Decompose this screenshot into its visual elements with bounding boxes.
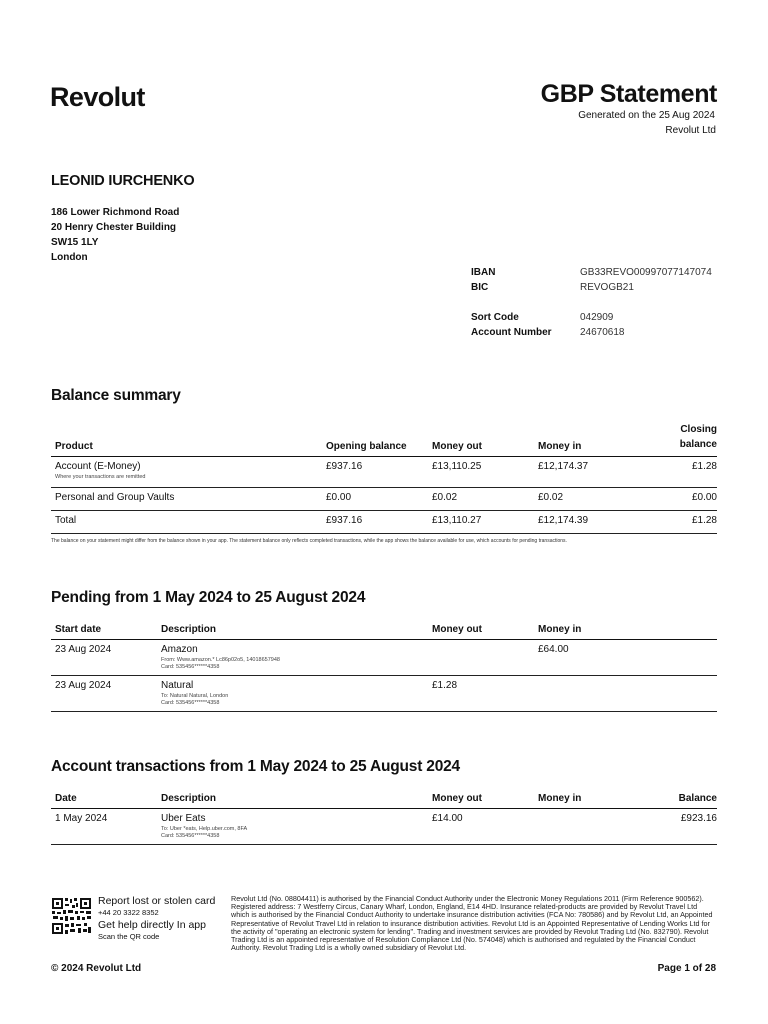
closing-header-line: balance (679, 439, 717, 450)
column-header: Start date (51, 624, 157, 640)
product-cell: Total (51, 511, 322, 534)
pending-table (51, 624, 717, 712)
sort-code-row (471, 310, 712, 325)
card-detail: Card: 535456******4358 (161, 663, 220, 670)
table-row (51, 640, 717, 676)
money-in-cell (534, 676, 717, 712)
transaction-detail: To: Natural Natural, London (161, 693, 229, 699)
column-header: Money in (534, 422, 640, 457)
statement-title: GBP Statement (540, 80, 717, 108)
generated-date: Generated on the 25 Aug 2024 (578, 110, 715, 121)
product-cell (51, 457, 322, 488)
column-header: Description (157, 624, 428, 640)
account-number-row (471, 325, 712, 340)
product-name: Account (E-Money) (55, 461, 141, 472)
date-cell: 23 Aug 2024 (51, 676, 157, 712)
date-cell: 1 May 2024 (51, 809, 157, 845)
column-header: Product (51, 422, 322, 457)
merchant-name: Natural (161, 680, 194, 691)
card-detail: Card: 535456******4358 (161, 832, 220, 839)
column-header: Description (157, 793, 428, 809)
money-out-cell: £14.00 (428, 809, 534, 845)
column-header: Money out (428, 624, 534, 640)
column-header: Money in (534, 793, 640, 809)
balance-cell: £923.16 (640, 809, 717, 845)
table-row (51, 488, 717, 511)
opening-cell: £937.16 (322, 457, 428, 488)
account-details (471, 265, 712, 340)
money-in-cell: £12,174.39 (534, 511, 640, 534)
table-row (51, 457, 717, 488)
money-out-cell: £13,110.27 (428, 511, 534, 534)
table-row (51, 809, 717, 845)
account-number-label: Account Number (471, 327, 552, 338)
table-row (51, 511, 717, 534)
column-header: Money out (428, 422, 534, 457)
merchant-name: Uber Eats (161, 813, 206, 824)
balance-summary-table (51, 422, 717, 534)
column-header (640, 422, 717, 457)
iban-label: IBAN (471, 267, 496, 278)
balance-summary-title: Balance summary (51, 387, 181, 404)
card-detail: Card: 535456******4358 (161, 699, 220, 706)
account-holder-name: LEONID IURCHENKO (51, 173, 195, 189)
column-header: Opening balance (322, 422, 428, 457)
address-line: London (51, 252, 88, 263)
qr-code-icon (51, 897, 92, 935)
product-subtitle: Where your transactions are remitted (55, 474, 146, 480)
address-line: 186 Lower Richmond Road (51, 207, 180, 218)
money-out-cell: £13,110.25 (428, 457, 534, 488)
closing-header-line: Closing (680, 424, 717, 435)
table-header-row (51, 422, 717, 457)
column-header: Money out (428, 793, 534, 809)
column-header: Balance (640, 793, 717, 809)
money-out-cell: £1.28 (428, 676, 534, 712)
iban-row (471, 265, 712, 280)
money-in-cell: £0.02 (534, 488, 640, 511)
closing-cell: £1.28 (640, 457, 717, 488)
money-out-cell: £0.02 (428, 488, 534, 511)
product-cell: Personal and Group Vaults (51, 488, 322, 511)
support-phone: +44 20 3322 8352 (98, 908, 159, 917)
description-cell (157, 640, 428, 676)
transactions-title: Account transactions from 1 May 2024 to 25 August 2024 (51, 758, 460, 775)
copyright: © 2024 Revolut Ltd (51, 963, 142, 974)
address-line: 20 Henry Chester Building (51, 222, 177, 233)
sort-code-label: Sort Code (471, 312, 519, 323)
bic-label: BIC (471, 282, 489, 293)
bic-value: REVOGB21 (580, 282, 634, 293)
report-card-link: Report lost or stolen card (98, 895, 216, 907)
closing-cell: £1.28 (640, 511, 717, 534)
transaction-detail: To: Uber *eats, Help.uber.com, 8FA (161, 826, 248, 832)
account-number-value: 24670618 (580, 327, 625, 338)
page-number: Page 1 of 28 (657, 963, 716, 974)
table-header-row (51, 624, 717, 640)
money-in-cell (534, 809, 640, 845)
holder-address (51, 205, 179, 265)
sort-code-value: 042909 (580, 312, 614, 323)
iban-value: GB33REVO00997077147074 (580, 267, 712, 278)
company-name: Revolut Ltd (665, 125, 716, 136)
pending-title: Pending from 1 May 2024 to 25 August 2024 (51, 589, 366, 606)
table-row (51, 676, 717, 712)
merchant-name: Amazon (161, 644, 198, 655)
balance-disclaimer: The balance on your statement might differ from the balance shown in your app. The statement balance only reflects completed transactions, while the app shows the balance available for use, which accounts for pending transactions. (51, 538, 567, 544)
date-cell: 23 Aug 2024 (51, 640, 157, 676)
help-label: Get help directly In app (98, 919, 206, 931)
transaction-detail: From: Www.amazon.* Lc86p02o5, 14018657948 (161, 657, 280, 663)
legal-notice: Revolut Ltd (No. 08804411) is authorised by the Financial Conduct Authority under the Electronic Money Regulations 2011 (Firm Reference 900562). Registered address: 7 Westferry Circus, Canary Wharf, London, England, E14 4HD. Insurance related-products are provided by Revolut Travel Ltd which is authorised by the Financial Conduct Authority to undertake insurance distribution activities (FCA No: 780586) and by Revolut Ltd, an Appointed Representative of Revolut Travel Ltd in relation to insurance distribution activities. Revolut Ltd is an Appointed Representative of Lending Works Ltd for the activity of "operating an electronic system for lending". Trading and investment services are provided by Revolut Trading Ltd (No. 832790). Revolut Trading Ltd is an appointed representative of Resolution Compliance Ltd (No. 574048) which is authorised and regulated by the Financial Conduct Authority. Revolut Trading Ltd is a wholly owned subsidiary of Revolut Ltd. (231, 894, 713, 953)
description-cell (157, 809, 428, 845)
bic-row (471, 280, 712, 295)
description-cell (157, 676, 428, 712)
money-in-cell: £64.00 (534, 640, 717, 676)
scan-qr-label: Scan the QR code (98, 932, 160, 941)
column-header: Date (51, 793, 157, 809)
table-header-row (51, 793, 717, 809)
opening-cell: £0.00 (322, 488, 428, 511)
closing-cell: £0.00 (640, 488, 717, 511)
address-line: SW15 1LY (51, 237, 99, 248)
transactions-table (51, 793, 717, 845)
money-out-cell (428, 640, 534, 676)
opening-cell: £937.16 (322, 511, 428, 534)
column-header: Money in (534, 624, 717, 640)
money-in-cell: £12,174.37 (534, 457, 640, 488)
revolut-logo: Revolut (50, 82, 145, 112)
